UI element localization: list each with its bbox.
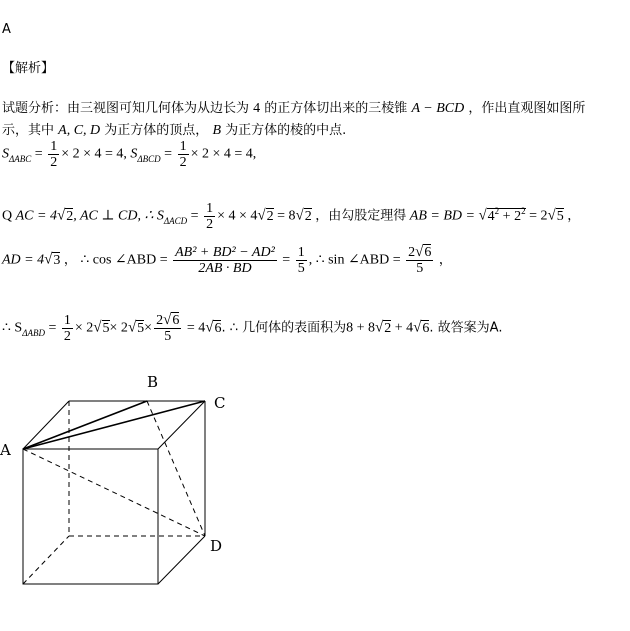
answer-letter: A [2,22,11,37]
equation-area-abd-total: ∴ $S_{\Delta ABD}$ = $\frac{1}{2}$ × 2√5× 2√5× $\frac{2√6}{5}$ = 4√6. ∴ 几何体的表面积为8 + 8√2 + 4√6. 故答案为A. [2,312,503,344]
equation-cos-abd: AD = 4√3 ， ∴ cos ∠ABD = $\frac{\text{AB² + BD² − AD²}}{2AB \cdot BD}$ = $\frac{1}{5}$ , ∴ sin ∠ABD = $\frac{2√6}{5}$ ， [2,244,452,276]
label-b: B [147,373,159,391]
fraction-one-fifth: $\frac{1}{5}$ [297,245,305,276]
edge-ac [23,401,205,449]
cube-front-face [23,449,158,584]
analysis-line-2: 示，其中 A, C, D 为正方体的顶点， B 为正方体的棱的中点. [2,123,347,138]
equation-area-acd: Q AC = 4√2, AC ⊥ CD, ∴ $S_{\Delta ACD}$ = $\frac{1}{2}$ × 4 × 4√2 = 8√2 ，由勾股定理得 AB = BD = $√4^2 + 2^2 = 2√5$ ， [2,201,581,232]
cube-bottom-right-edge [158,536,205,584]
edge-ad [23,449,205,536]
fraction-half: $\frac{1}{2}$ [63,313,71,344]
section-title: 【解析】 [2,61,55,76]
equation-area-abc-bcd: $S_{\Delta ABC}$ = $\frac{1}{2}$ × 2 × 4 = 4, $S_{\Delta BCD}$ = $\frac{1}{2}$ × 2 × 4 = 4, [2,139,257,170]
cube-top-right-edge [158,401,205,449]
label-c: C [214,394,226,412]
label-d: D [210,537,223,555]
fraction-half: $\frac{1}{2}$ [50,139,58,170]
cube-top-left-edge [23,401,69,449]
fraction-sine: $\frac{2√6}{5}$ [156,312,180,344]
analysis-line-1: 试题分析：由三视图可知几何体为从边长为 4 的正方体切出来的三棱锥 A − BCD ，作出直观图如图所 [2,101,586,116]
label-a: A [0,441,11,459]
edge-bd [147,401,205,536]
fraction-half: $\frac{1}{2}$ [179,139,187,170]
edge-ab [23,401,147,449]
fraction-cosine: $\frac{\text{AB² + BD² − AD²}}{2AB \cdot BD}$ [175,245,275,276]
fraction-sine: $\frac{2√6}{5}$ [408,244,432,276]
cube-hidden-bottom-left-edge [23,536,69,584]
fraction-half: $\frac{1}{2}$ [206,201,214,232]
